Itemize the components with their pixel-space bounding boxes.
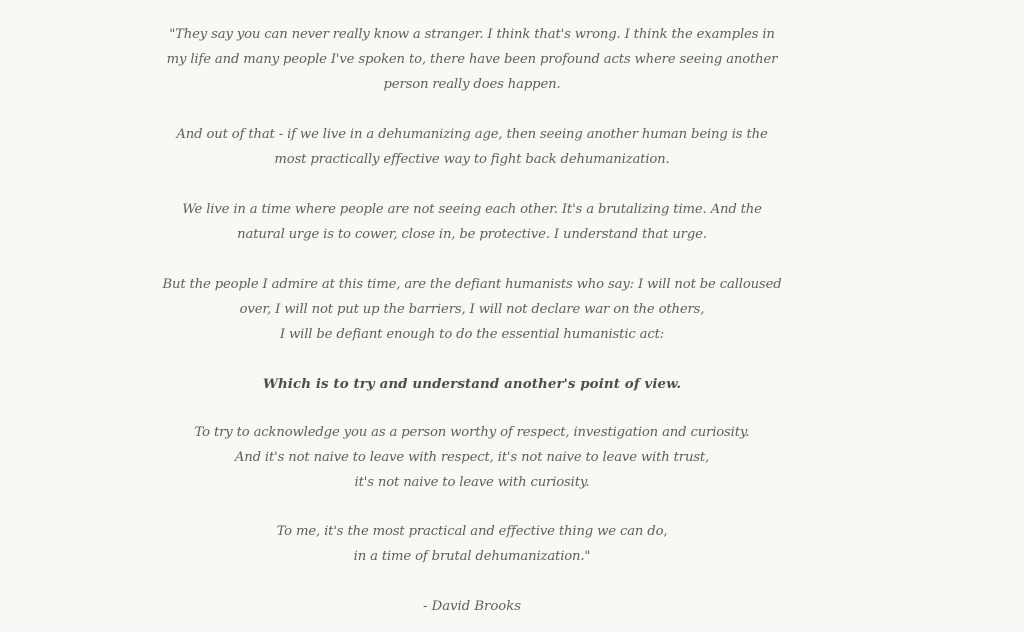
quote-line: And out of that - if we live in a dehumanizing age, then seeing another human being is the xyxy=(176,127,768,142)
attribution-text: - David Brooks xyxy=(422,599,522,614)
quote-line: "They say you can never really know a stranger. I think that's wrong. I think the examples in xyxy=(169,27,775,42)
quote-line: To try to acknowledge you as a person worthy of respect, investigation and curiosity. xyxy=(194,425,750,440)
quote-line: natural urge is to cower, close in, be protective. I understand that urge. xyxy=(237,226,707,242)
quote-line: it's not naive to leave with curiosity. xyxy=(354,474,590,490)
quote-paragraph-4 xyxy=(0,273,944,347)
quote-line: person really does happen. xyxy=(383,76,561,92)
quote-line: We live in a time where people are not seeing each other. It's a brutalizing time. And the xyxy=(182,202,762,217)
quote-line: To me, it's the most practical and effective thing we can do, xyxy=(276,524,668,539)
quote-paragraph-1 xyxy=(0,23,944,97)
quote-paragraph-6 xyxy=(0,421,944,495)
quote-line: I will be defiant enough to do the essential humanistic act: xyxy=(279,326,665,342)
quote-line: And it's not naive to leave with respect, it's not naive to leave with trust, xyxy=(234,449,710,465)
quote-attribution xyxy=(0,595,944,620)
quote-paragraph-2 xyxy=(0,123,944,173)
quote-emphasis xyxy=(0,372,944,397)
quote-paragraph-7 xyxy=(0,520,944,570)
quote-line: over, I will not put up the barriers, I will not declare war on the others, xyxy=(239,301,705,317)
quote-paragraph-3 xyxy=(0,198,944,248)
quote-emphasis-line: Which is to try and understand another's point of view. xyxy=(262,376,682,392)
quote-line: my life and many people I've spoken to, there have been profound acts where seeing another xyxy=(166,51,778,67)
quote-line: most practically effective way to fight back dehumanization. xyxy=(274,151,670,167)
quote-line: in a time of brutal dehumanization." xyxy=(353,548,591,564)
quote-line: But the people I admire at this time, are the defiant humanists who say: I will not be calloused xyxy=(162,277,782,292)
